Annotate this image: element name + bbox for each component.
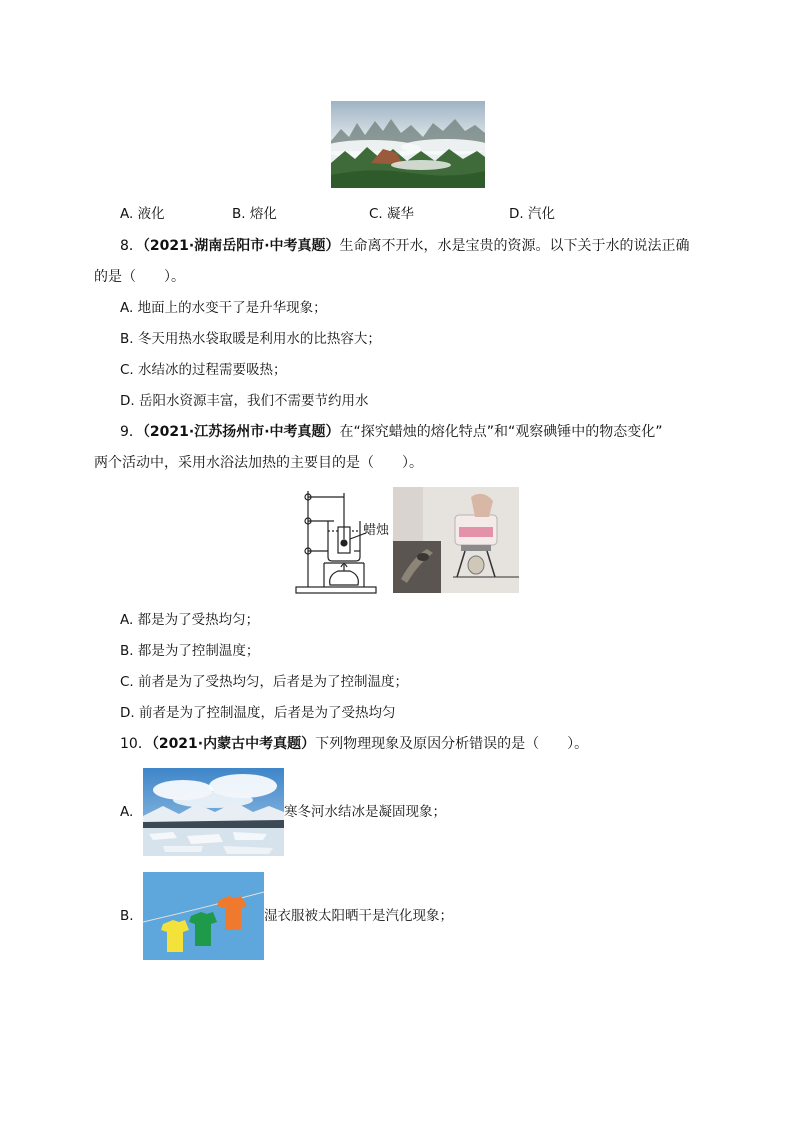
q7-option-b: B. 熔化 [232,206,277,222]
q8-option-c: C. 水结冰的过程需要吸热； [120,362,287,378]
q8-option-b: B. 冬天用热水袋取暖是利用水的比热容大； [120,331,381,347]
q10-option-b-text: 湿衣服被太阳晒干是汽化现象； [264,908,453,924]
q7-option-d: D. 汽化 [509,206,555,222]
iodine-hammer-photo [393,487,519,593]
q8-stem-line2: 的是（ ）。 [94,269,185,285]
q7-option-a: A. 液化 [120,206,165,222]
q10-option-a-text: 寒冬河水结冰是凝固现象； [284,804,446,820]
q10-stem: 10．（2021·内蒙古中考真题）下列物理现象及原因分析错误的是（ ）。 [120,736,589,752]
q9-stem-line1: 9．（2021·江苏扬州市·中考真题）在“探究蜡烛的熔化特点”和“观察碘锤中的物态变化” [120,424,663,440]
q8-stem-line1: 8．（2021·湖南岳阳市·中考真题）生命离不开水，水是宝贵的资源。以下关于水的说法正确 [120,238,690,254]
frozen-river-image [143,768,284,856]
q8-option-d: D. 岳阳水资源丰富，我们不需要节约用水 [120,393,369,409]
q9-stem-line2: 两个活动中，采用水浴法加热的主要目的是（ ）。 [94,455,423,471]
q10-option-a-letter: A. [120,804,134,820]
q9-option-c: C. 前者是为了受热均匀，后者是为了控制温度； [120,674,409,690]
candle-label: 蜡烛 [363,523,390,538]
q9-option-d: D. 前者是为了控制温度，后者是为了受热均匀 [120,705,396,721]
q9-option-b: B. 都是为了控制温度； [120,643,260,659]
clothesline-image [143,872,264,960]
q7-option-c: C. 凝华 [369,206,415,222]
q8-option-a: A. 地面上的水变干了是升华现象； [120,300,327,316]
q9-option-a: A. 都是为了受热均匀； [120,612,260,628]
mountain-fog-image [331,101,485,188]
q10-option-b-letter: B. [120,908,134,924]
